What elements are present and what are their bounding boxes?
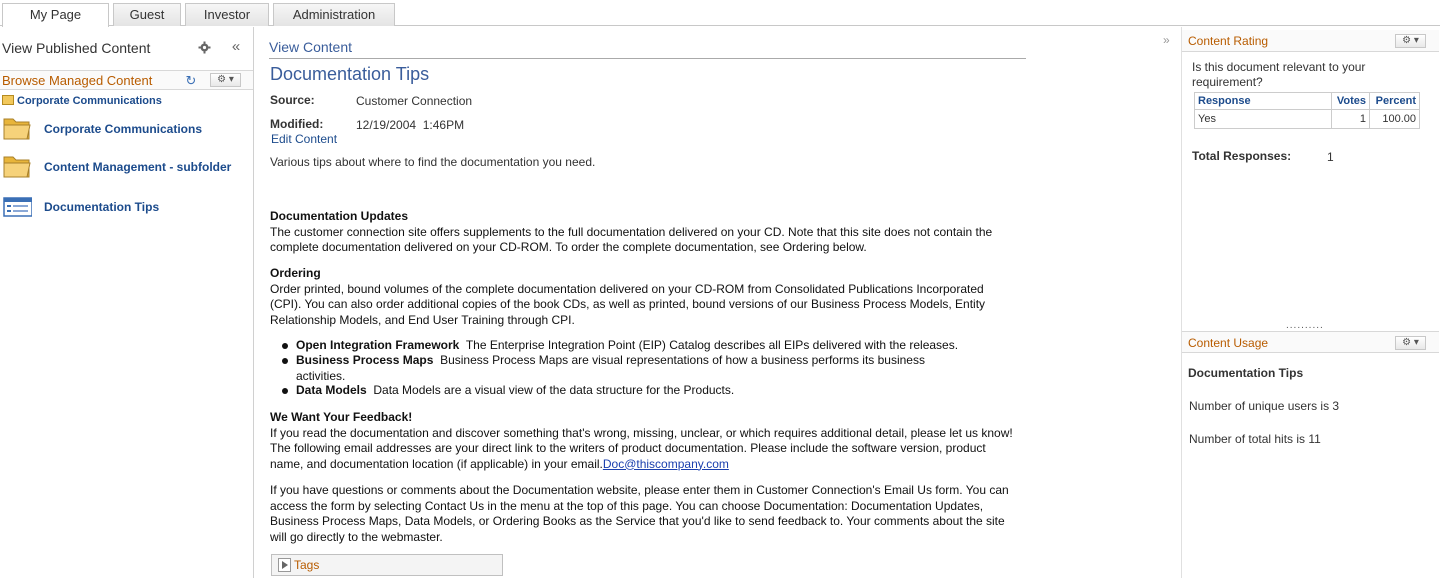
rating-options-dropdown[interactable]: ⚙ ▾ — [1395, 34, 1426, 48]
cell-response: Yes — [1195, 110, 1332, 129]
usage-options-dropdown[interactable]: ⚙ ▾ — [1395, 336, 1426, 350]
list-item-content-management[interactable] — [0, 152, 253, 182]
tags-toggle[interactable] — [271, 554, 503, 576]
folder-up-icon — [2, 95, 14, 105]
collapse-left-icon[interactable]: « — [231, 38, 241, 55]
pagelet-title: View Published Content — [2, 40, 151, 56]
breadcrumb[interactable] — [2, 95, 162, 107]
folder-icon — [2, 152, 32, 180]
right-pane — [1181, 27, 1440, 578]
section-ordering — [270, 266, 1015, 328]
content-rating-title: Content Rating — [1188, 34, 1269, 48]
view-content-header: View Content — [269, 39, 353, 55]
section-body: If you read the documentation and discover something that's wrong, missing, unclear, or which requires additional detail, please let us know! The following email addresses are your direct link to the writers of product documentation. Please include the software version, product name, and documentation location (if applicable) in your email. — [270, 425, 1013, 471]
cell-percent: 100.00 — [1370, 110, 1420, 129]
modified-value: 12/19/2004 1:46PM — [356, 118, 465, 132]
column-header: Percent — [1370, 93, 1420, 110]
modified-label: Modified: — [270, 117, 324, 131]
column-header: Votes — [1332, 93, 1370, 110]
bullet-desc: Data Models are a visual view of the data structure for the Products. — [373, 383, 735, 397]
column-header: Response — [1195, 93, 1332, 110]
content-rating-header — [1182, 30, 1439, 52]
section-feedback — [270, 410, 1015, 472]
section-heading: Documentation Updates — [270, 209, 409, 223]
tab-guest[interactable]: Guest — [113, 3, 181, 26]
section-questions — [270, 483, 1015, 545]
tab-administration[interactable]: Administration — [273, 3, 395, 26]
cell-votes: 1 — [1332, 110, 1370, 129]
tags-label: Tags — [294, 558, 320, 572]
browse-managed-header — [0, 70, 253, 90]
tab-my-page[interactable]: My Page — [2, 3, 109, 27]
collapse-right-icon[interactable]: » — [1163, 33, 1170, 47]
left-pane — [0, 27, 254, 578]
feedback-email-link[interactable]: Doc@thiscompany.com — [602, 456, 729, 471]
unique-users-text: Number of unique users is 3 — [1189, 399, 1340, 413]
browse-managed-title: Browse Managed Content — [2, 73, 153, 88]
list-item-label: Documentation Tips — [44, 200, 160, 214]
section-body: Order printed, bound volumes of the complete documentation delivered on your CD-ROM from Consolidated Publications Incorporated (CPI). You can also order additional copies of the book CDs, as well as printed, bound versions of our Business Process Models, Entity Relationship Models, and End User Training through CPI. — [270, 281, 986, 327]
content-usage-title: Content Usage — [1188, 336, 1269, 350]
section-heading: Ordering — [270, 266, 321, 280]
content-pane — [255, 27, 1180, 578]
bullet-desc: The Enterprise Integration Point (EIP) Catalog describes all EIPs delivered with the releases. — [465, 338, 959, 352]
content-usage-header — [1182, 331, 1439, 353]
total-responses-label: Total Responses: — [1192, 149, 1292, 163]
table-row — [1195, 110, 1420, 129]
document-summary: Various tips about where to find the documentation you need. — [270, 155, 596, 169]
rating-question: Is this document relevant to your requirement? — [1192, 60, 1366, 89]
source-value: Customer Connection — [356, 94, 473, 108]
breadcrumb-label: Corporate Communications — [17, 95, 162, 107]
bullet-desc: Business Process Maps are visual representations of how a business performs its business activities. — [296, 353, 925, 383]
list-item-label: Content Management - subfolder — [44, 160, 232, 174]
bullet-term: Open Integration Framework — [296, 338, 460, 352]
bullet-item — [296, 383, 996, 399]
bullet-item — [296, 353, 976, 384]
resize-handle[interactable]: .......... — [1286, 320, 1324, 331]
gear-icon[interactable] — [197, 41, 211, 55]
total-hits-text: Number of total hits is 11 — [1189, 432, 1321, 446]
section-heading: We Want Your Feedback! — [270, 410, 413, 424]
pagelet-options-dropdown[interactable]: ⚙ ▾ — [210, 73, 241, 87]
refresh-icon[interactable]: ↻ — [185, 73, 197, 88]
document-title: Documentation Tips — [270, 64, 430, 84]
section-body: If you have questions or comments about the Documentation website, please enter them in Customer Connection's Email Us form. You can access the form by selecting Contact Us in the menu at the top of this page. You can choose Documentation: Documentation Updates, Business Process Maps, Data Models, or Ordering Books as the Service that you'd like to send feedback to. Your comments about the site will go directly to the webmaster. — [270, 483, 1009, 544]
bullet-item — [296, 338, 996, 354]
bullet-term: Data Models — [296, 383, 367, 397]
bullet-term: Business Process Maps — [296, 353, 434, 367]
header-divider — [269, 58, 1026, 59]
list-item-corporate-communications[interactable] — [0, 114, 253, 144]
edit-content-link[interactable]: Edit Content — [271, 132, 338, 146]
source-label: Source: — [270, 93, 315, 107]
section-updates — [270, 209, 1015, 256]
total-responses-value: 1 — [1327, 150, 1334, 164]
list-item-documentation-tips[interactable] — [0, 192, 253, 222]
section-body: The customer connection site offers supplements to the full documentation delivered on your CD. Note that this site does not contain the complete documentation delivered on your CD-ROM. To order the complete documentation, see Ordering below. — [270, 224, 993, 254]
usage-doc-name: Documentation Tips — [1188, 366, 1304, 380]
tab-bar — [0, 0, 1440, 26]
list-item-label: Corporate Communications — [44, 122, 203, 136]
expand-triangle-icon — [278, 558, 291, 572]
document-icon — [2, 192, 32, 220]
rating-table — [1194, 92, 1420, 129]
tab-investor[interactable]: Investor — [185, 3, 269, 26]
folder-icon — [2, 114, 32, 142]
